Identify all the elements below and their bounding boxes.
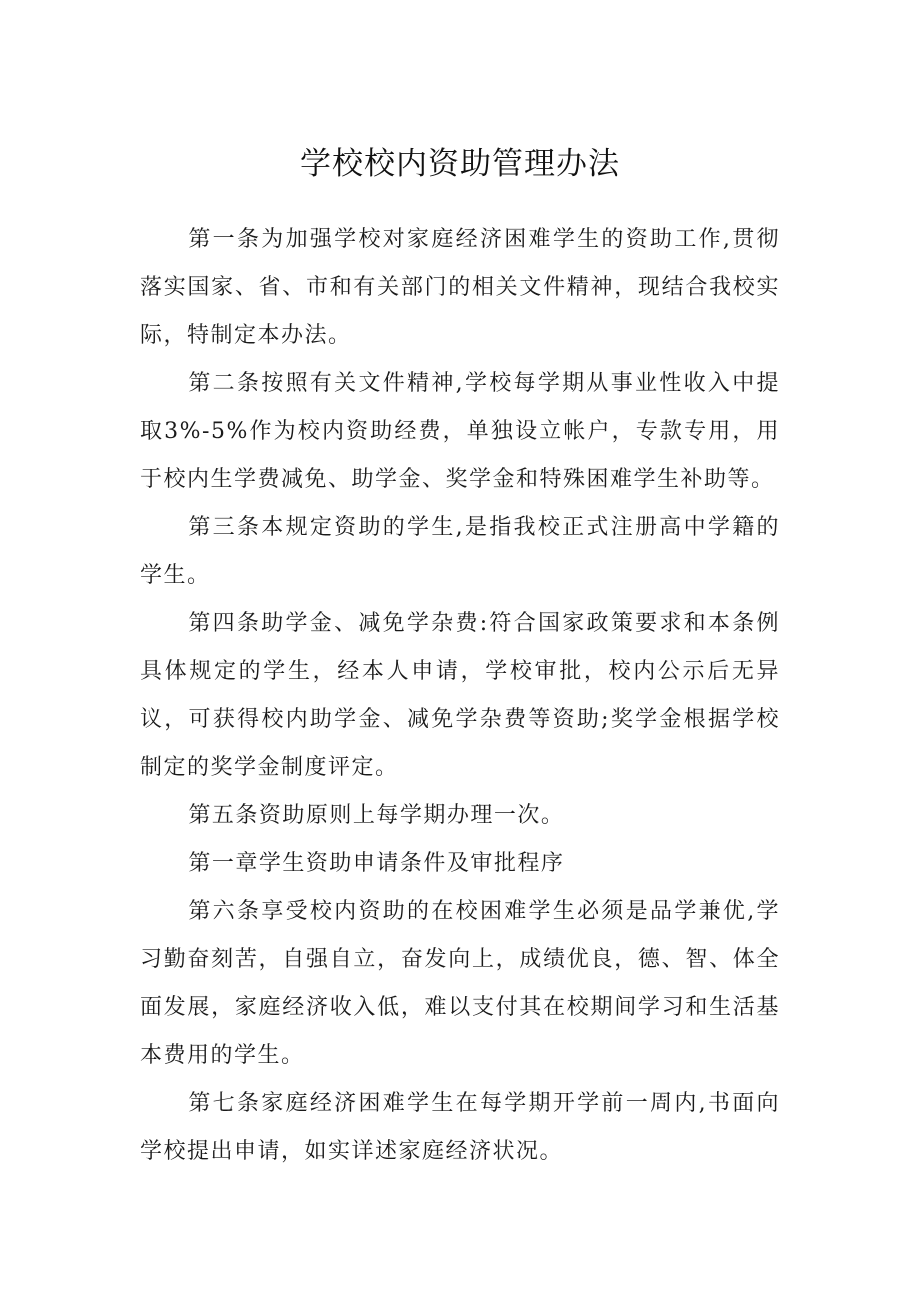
document-title: 学校校内资助管理办法: [300, 146, 620, 182]
article-2-paragraph: 第二条按照有关文件精神,学校每学期从事业性收入中提取3%-5%作为校内资助经费，单独设立帐户，专款专用，用于校内生学费减免、助学金、奖学金和特殊困难学生补助等。: [140, 371, 780, 492]
article-3-paragraph: 第三条本规定资助的学生,是指我校正式注册高中学籍的学生。: [140, 515, 780, 588]
chapter-1-heading: 第一章学生资助申请条件及审批程序: [188, 851, 565, 876]
article-6-paragraph: 第六条享受校内资助的在校困难学生必须是品学兼优,学习勤奋刻苦，自强自立，奋发向上，成绩优良，德、智、体全面发展，家庭经济收入低，难以支付其在校期间学习和生活基本费用的学生。: [140, 899, 780, 1068]
document-body: [140, 216, 780, 1176]
article-4-paragraph: 第四条助学金、减免学杂费:符合国家政策要求和本条例具体规定的学生，经本人申请，学校审批，校内公示后无异议，可获得校内助学金、减免学杂费等资助;奖学金根据学校制定的奖学金制度评定。: [140, 611, 780, 780]
article-5-paragraph: 第五条资助原则上每学期办理一次。: [188, 803, 565, 828]
article-1-paragraph: 第一条为加强学校对家庭经济困难学生的资助工作,贯彻落实国家、省、市和有关部门的相关文件精神，现结合我校实际，特制定本办法。: [140, 227, 780, 348]
article-7-paragraph: 第七条家庭经济困难学生在每学期开学前一周内,书面向学校提出申请，如实详述家庭经济状况。: [140, 1091, 780, 1164]
